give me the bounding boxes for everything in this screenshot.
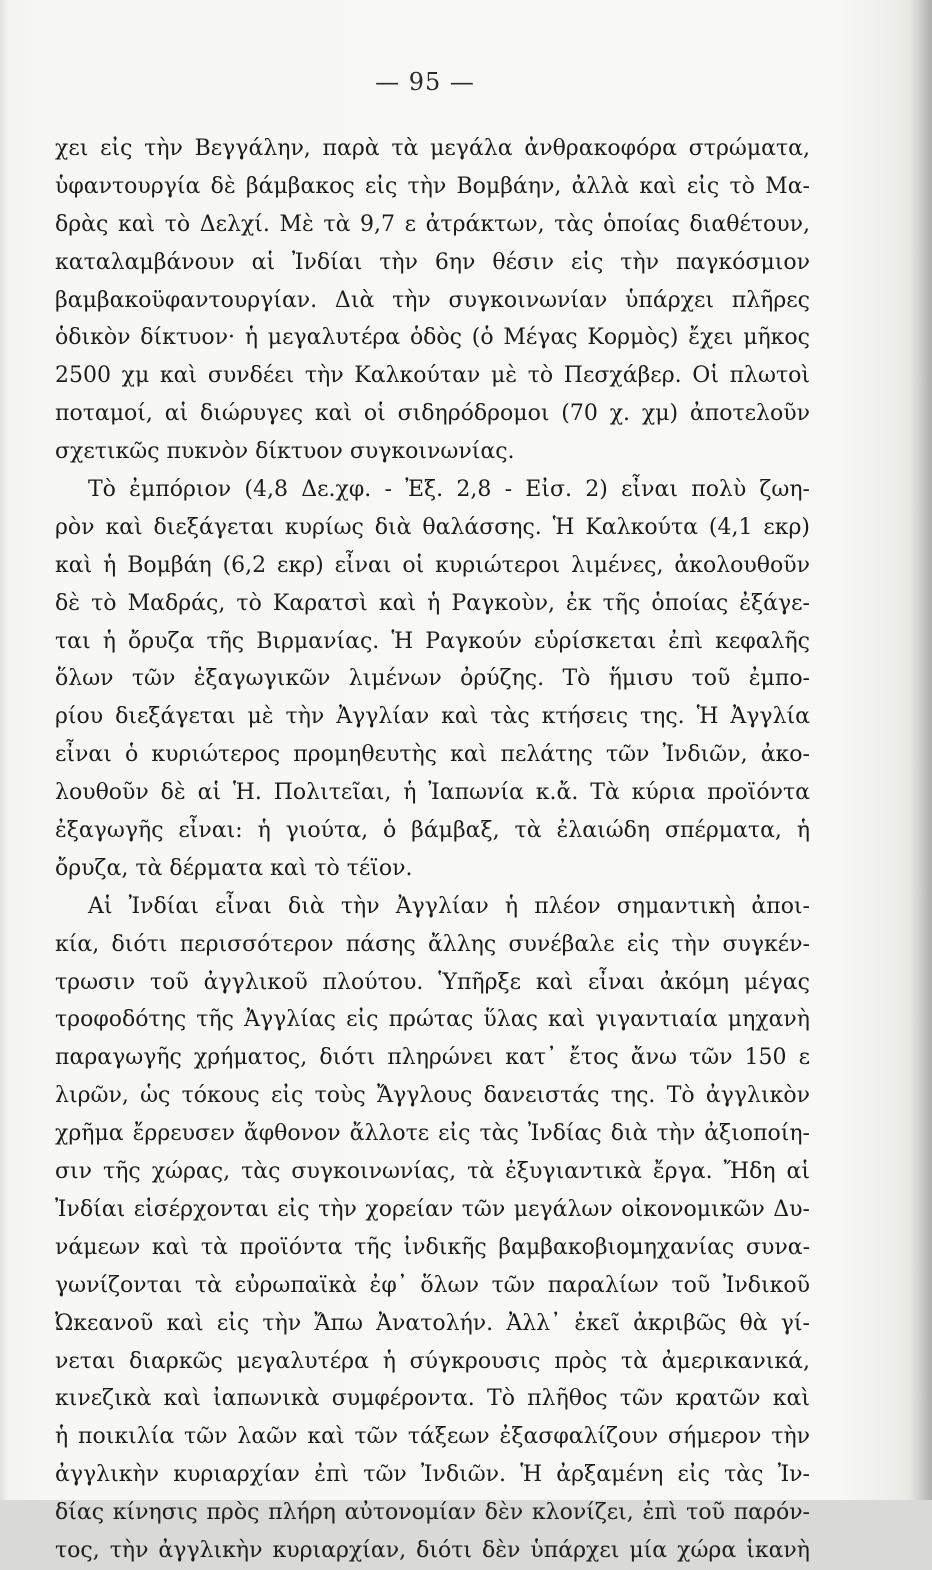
text-line: ται ἡ ὄρυζα τῆς Βιρμανίας. Ἡ Ραγκούν εὑρίσκεται ἐπὶ κεφαλῆς [55, 628, 810, 654]
text-line: Τὸ ἐμπόριον (4,8 Δε.χφ. - Ἐξ. 2,8 - Εἰσ. 2) εἶναι πολὺ ζωη- [88, 477, 810, 503]
text-line: λουθοῦν δὲ αἱ Ἡ. Πολιτεῖαι, ἡ Ἰαπωνία κ.ἄ. Τὰ κύρια προϊόντα [55, 780, 810, 806]
text-line: ρὸν καὶ διεξάγεται κυρίως διὰ θαλάσσης. Ἡ Καλκούτα (4,1 εκρ) [55, 514, 810, 540]
text-line: ρίου διεξάγεται μὲ τὴν Ἀγγλίαν καὶ τὰς κτήσεις της. Ἡ Ἀγγλία [55, 704, 810, 730]
text-line: χει εἰς τὴν Βεγγάλην, παρὰ τὰ μεγάλα ἀνθρακοφόρα στρώματα, [55, 136, 810, 161]
text-line: κινεζικὰ καὶ ἰαπωνικὰ συμφέροντα. Τὸ πλῆθος τῶν κρατῶν καὶ [55, 1386, 810, 1412]
text-line: Ὠκεανοῦ καὶ εἰς τὴν Ἄπω Ἀνατολήν. Ἀλλ᾿ ἐκεῖ ἀκριβῶς θὰ γί- [55, 1310, 810, 1336]
text-line: δίας κίνησις πρὸς πλήρη αὐτονομίαν δὲν κλονίζει, ἐπὶ τοῦ παρόν- [55, 1500, 810, 1526]
text-line: λιρῶν, ὡς τόκους εἰς τοὺς Ἄγγλους δανειστάς της. Τὸ ἀγγλικὸν [55, 1083, 810, 1109]
text-line: καὶ ἡ Βομβάη (6,2 εκρ) εἶναι οἱ κυριώτεροι λιμένες, ἀκολουθοῦν [55, 552, 810, 578]
text-line: δὲ τὸ Μαδράς, τὸ Καρατσὶ καὶ ἡ Ραγκοὺν, ἐκ τῆς ὁποίας ἐξάγε- [55, 590, 810, 616]
page-right-shadow [910, 0, 932, 1500]
page-number: — 95 — [375, 68, 475, 96]
text-line: νεται διαρκῶς μεγαλυτέρα ἡ σύγκρουσις πρὸς τὰ ἀμερικανικά, [55, 1348, 810, 1374]
text-line: χρῆμα ἔρρευσεν ἄφθονον ἄλλοτε εἰς τὰς Ἰνδίας διὰ τὴν ἀξιοποίη- [55, 1121, 810, 1147]
text-line: τρωσιν τοῦ ἀγγλικοῦ πλούτου. Ὑπῆρξε καὶ εἶναι ἀκόμη μέγας [55, 969, 810, 995]
text-line: Αἱ Ἰνδίαι εἶναι διὰ τὴν Ἀγγλίαν ἡ πλέον σημαντικὴ ἀποι- [88, 893, 810, 919]
text-line: δρὰς καὶ τὸ Δελχί. Μὲ τὰ 9,7 ε ἀτράκτων, τὰς ὁποίας διαθέτουν, [55, 211, 810, 237]
text-line: τροφοδότης τῆς Ἀγγλίας εἰς πρώτας ὕλας καὶ γιγαντιαία μηχανὴ [55, 1007, 810, 1033]
text-line: κία, διότι περισσότερον πάσης ἄλλης συνέβαλε εἰς τὴν συγκέν- [55, 931, 810, 957]
page-left-shadow [0, 0, 8, 1500]
text-line: ἡ ποικιλία τῶν λαῶν καὶ τῶν τάξεων ἐξασφαλίζουν σήμερον τὴν [55, 1424, 810, 1450]
text-line: τος, τὴν ἀγγλικὴν κυριαρχίαν, διότι δὲν ὑπάρχει μία χώρα ἱκανὴ [55, 1537, 810, 1563]
text-line: ὄρυζα, τὰ δέρματα καὶ τὸ τέϊον. [55, 855, 413, 881]
text-line: εἶναι ὁ κυριώτερος προμηθευτὴς καὶ πελάτης τῶν Ἰνδιῶν, ἀκο- [55, 742, 810, 768]
text-line: καταλαμβάνουν αἱ Ἰνδίαι τὴν 6ην θέσιν εἰς τὴν παγκόσμιον [55, 249, 810, 275]
text-line: σχετικῶς πυκνὸν δίκτυον συγκοινωνίας. [55, 439, 515, 465]
body-text [55, 130, 810, 1570]
text-line: ὅλων τῶν ἐξαγωγικῶν λιμένων ὀρύζης. Τὸ ἥμισυ τοῦ ἐμπο- [55, 666, 810, 692]
text-line: ποταμοί, αἱ διώρυγες καὶ οἱ σιδηρόδρομοι (70 χ. χμ) ἀποτελοῦν [55, 401, 810, 427]
text-line: ἐξαγωγῆς εἶναι: ἡ γιούτα, ὁ βάμβαξ, τὰ ἐλαιώδη σπέρματα, ἡ [55, 818, 810, 844]
text-line: ὁδικὸν δίκτυον· ἡ μεγαλυτέρα ὁδὸς (ὁ Μέγας Κορμὸς) ἔχει μῆκος [55, 325, 810, 351]
text-line: γωνίζονται τὰ εὐρωπαϊκὰ ἐφ᾿ ὅλων τῶν παραλίων τοῦ Ἰνδικοῦ [55, 1272, 810, 1298]
text-line: παραγωγῆς χρήματος, διότι πληρώνει κατ᾿ ἔτος ἄνω τῶν 150 ε [55, 1045, 810, 1071]
text-line: ἀγγλικὴν κυριαρχίαν ἐπὶ τῶν Ἰνδιῶν. Ἡ ἀρξαμένη εἰς τὰς Ἰν- [55, 1462, 810, 1488]
text-line: νάμεων καὶ τὰ προϊόντα τῆς ἰνδικῆς βαμβακοβιομηχανίας συνα- [55, 1234, 810, 1260]
text-line: σιν τῆς χώρας, τὰς συγκοινωνίας, τὰ ἐξυγιαντικὰ ἔργα. Ἤδη αἱ [55, 1159, 810, 1185]
text-line: Ἰνδίαι εἰσέρχονται εἰς τὴν χορείαν τῶν μεγάλων οἰκονομικῶν Δυ- [55, 1196, 810, 1222]
text-line: βαμβακοϋφαντουργίαν. Διὰ τὴν συγκοινωνίαν ὑπάρχει πλῆρες [55, 287, 810, 313]
text-line: 2500 χμ καὶ συνδέει τὴν Καλκούταν μὲ τὸ Πεσχάβερ. Οἱ πλωτοὶ [55, 363, 810, 389]
text-line: ὑφαντουργία δὲ βάμβακος εἰς τὴν Βομβάην, ἀλλὰ καὶ εἰς τὸ Μα- [55, 173, 810, 199]
